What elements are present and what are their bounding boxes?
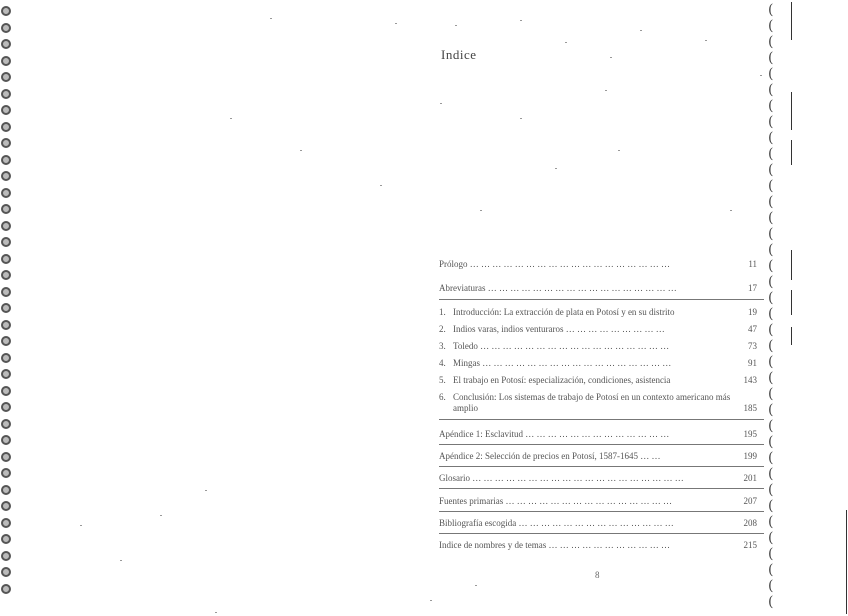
edge-line — [791, 140, 792, 165]
edge-hook-mark: ( — [768, 338, 774, 354]
toc-entry: Abreviaturas … … … … … … … … … … … … … … … … … 17 — [439, 283, 757, 293]
toc-entry-label: Indice de nombres y de temas — [439, 540, 547, 550]
page-folio: 8 — [595, 570, 600, 580]
binding-ring — [1, 270, 11, 280]
edge-hook-mark: ( — [768, 194, 774, 210]
edge-hook-mark: ( — [768, 402, 774, 418]
binding-ring — [1, 419, 11, 429]
binding-ring — [1, 320, 11, 330]
edge-hook-mark: ( — [768, 370, 774, 386]
binding-ring — [1, 155, 11, 165]
toc-entry-page: 201 — [743, 473, 757, 483]
binding-ring — [1, 204, 11, 214]
binding-ring — [1, 336, 11, 346]
toc-entry-number: 4. — [439, 358, 446, 368]
binding-ring — [1, 501, 11, 511]
binding-ring — [1, 56, 11, 66]
edge-line — [791, 290, 792, 315]
toc-entry-label: Toledo — [453, 341, 478, 351]
binding-ring — [1, 468, 11, 478]
scan-speck — [455, 25, 457, 26]
binding-ring — [1, 254, 11, 264]
toc-entry-label: Conclusión: Los sistemas de trabajo de Potosí en un contexto americano más amplio — [453, 392, 731, 413]
scan-speck — [610, 57, 612, 58]
toc-entry: Glosario … … … … … … … … … … … … … … … … … … … 201 — [439, 473, 757, 483]
edge-hook-mark: ( — [768, 546, 774, 562]
binding-ring — [1, 402, 11, 412]
binding-ring — [1, 369, 11, 379]
scan-speck — [565, 42, 567, 43]
toc-entry: Indice de nombres y de temas … … … … … … … … … … … 215 — [439, 540, 757, 550]
binding-ring — [1, 551, 11, 561]
toc-entry-page: 91 — [748, 358, 757, 368]
edge-hook-mark: ( — [768, 114, 774, 130]
divider — [439, 511, 764, 512]
scan-speck — [120, 560, 122, 561]
scan-speck — [605, 90, 607, 91]
edge-hook-mark: ( — [768, 242, 774, 258]
edge-hook-mark: ( — [768, 306, 774, 322]
binding-ring — [1, 567, 11, 577]
edge-hook-mark: ( — [768, 274, 774, 290]
toc-entry: Prólogo … … … … … … … … … … … … … … … … … … 11 — [439, 259, 757, 269]
toc-entry: 4. Mingas … … … … … … … … … … … … … … … … … 91 — [439, 358, 757, 368]
binding-ring — [1, 23, 11, 33]
edge-line — [846, 510, 847, 614]
edge-hook-mark: ( — [768, 434, 774, 450]
scan-speck — [730, 210, 732, 211]
edge-hook-mark: ( — [768, 498, 774, 514]
edge-hook-mark: ( — [768, 594, 774, 610]
toc-entry: Apéndice 2: Selección de precios en Potosí, 1587-1645 … … 199 — [439, 451, 757, 461]
toc-entry-label: Abreviaturas — [439, 283, 486, 293]
scan-speck — [160, 515, 162, 516]
edge-hook-mark: ( — [768, 450, 774, 466]
edge-hook-mark: ( — [768, 578, 774, 594]
toc-entry-label: El trabajo en Potosí: especialización, condiciones, asistencia — [453, 375, 671, 385]
toc-entry-label: Apéndice 1: Esclavitud — [439, 429, 523, 439]
toc-entry-label: Glosario — [439, 473, 470, 483]
scan-speck — [440, 103, 442, 104]
binding-ring — [1, 39, 11, 49]
toc-entry — [439, 375, 769, 386]
binding-ring — [1, 171, 11, 181]
toc-entry-page: 11 — [748, 259, 757, 269]
scan-speck — [520, 118, 522, 119]
divider — [439, 444, 764, 445]
edge-line — [791, 92, 792, 130]
binding-ring — [1, 303, 11, 313]
scan-speck — [618, 150, 620, 151]
edge-hook-mark: ( — [768, 290, 774, 306]
edge-hook-mark: ( — [768, 130, 774, 146]
toc-entry-page: 73 — [748, 341, 757, 351]
toc-entry-page: 215 — [743, 540, 757, 550]
edge-hook-mark: ( — [768, 34, 774, 50]
toc-entry-page: 47 — [748, 324, 757, 334]
edge-hook-mark: ( — [768, 210, 774, 226]
scan-speck — [640, 30, 642, 31]
divider — [439, 533, 764, 534]
edge-hook-mark: ( — [768, 226, 774, 242]
scan-speck — [520, 20, 522, 21]
edge-hook-mark: ( — [768, 82, 774, 98]
toc-entry-number: 3. — [439, 341, 446, 351]
scan-speck — [205, 490, 207, 491]
scan-speck — [230, 118, 232, 119]
scan-speck — [395, 23, 397, 24]
edge-hook-mark: ( — [768, 98, 774, 114]
edge-hook-mark: ( — [768, 322, 774, 338]
scan-speck — [760, 75, 762, 76]
edge-line — [791, 327, 792, 345]
toc-entry-number: 1. — [439, 307, 446, 317]
scan-speck — [380, 185, 382, 186]
edge-hook-mark: ( — [768, 2, 774, 18]
edge-hook-mark: ( — [768, 258, 774, 274]
toc-entry-page: 199 — [743, 451, 757, 461]
toc-entry — [439, 307, 769, 318]
scan-speck — [215, 612, 217, 613]
binding-ring — [1, 287, 11, 297]
edge-hook-mark: ( — [768, 386, 774, 402]
divider — [439, 419, 764, 420]
binding-ring — [1, 485, 11, 495]
edge-hook-mark: ( — [768, 50, 774, 66]
toc-entry-number: 5. — [439, 375, 446, 385]
edge-line — [791, 250, 792, 280]
edge-hook-mark: ( — [768, 482, 774, 498]
scan-speck — [300, 150, 302, 151]
toc-entry: 3. Toledo … … … … … … … … … … … … … … … … … 73 — [439, 341, 757, 351]
toc-entry-number: 2. — [439, 324, 446, 334]
binding-ring — [1, 89, 11, 99]
toc-entry: 2. Indios varas, indios venturaros … … … … … … … … … 47 — [439, 324, 757, 334]
edge-hook-mark: ( — [768, 146, 774, 162]
page-title: Indice — [441, 47, 477, 62]
toc-entry: Fuentes primarias … … … … … … … … … … … … … … … 207 — [439, 496, 757, 506]
toc-entry-label: Mingas — [453, 358, 480, 368]
binding-ring — [1, 72, 11, 82]
toc-entry-page: 185 — [743, 403, 757, 413]
edge-hook-mark: ( — [768, 18, 774, 34]
page-edge-marks — [768, 0, 788, 616]
binding-ring — [1, 138, 11, 148]
binding-ring — [1, 435, 11, 445]
scan-speck — [475, 585, 477, 586]
edge-hook-mark: ( — [768, 514, 774, 530]
toc-entry-page: 207 — [743, 496, 757, 506]
toc-entry-page: 195 — [743, 429, 757, 439]
toc-entry-page: 19 — [748, 307, 757, 317]
scan-speck — [705, 40, 707, 41]
scan-speck — [80, 525, 82, 526]
edge-hook-mark: ( — [768, 530, 774, 546]
toc-entry-page: 17 — [748, 283, 757, 293]
binding-ring — [1, 534, 11, 544]
edge-hook-mark: ( — [768, 162, 774, 178]
toc-entry-label: Bibliografía escogida — [439, 518, 517, 528]
toc-entry-label: Introducción: La extracción de plata en Potosí y en su distrito — [453, 307, 675, 317]
toc-entry-number: 6. — [439, 392, 446, 402]
toc-entry: Apéndice 1: Esclavitud … … … … … … … … … … … … … 195 — [439, 429, 757, 439]
binding-ring — [1, 105, 11, 115]
toc-entry: Bibliografía escogida … … … … … … … … … … … … … … 208 — [439, 518, 757, 528]
edge-hook-mark: ( — [768, 562, 774, 578]
edge-hook-mark: ( — [768, 466, 774, 482]
toc-entry — [439, 392, 769, 414]
edge-hook-mark: ( — [768, 418, 774, 434]
edge-line — [791, 2, 792, 40]
toc-entry-label: Prólogo — [439, 259, 468, 269]
edge-hook-mark: ( — [768, 66, 774, 82]
binding-ring — [1, 452, 11, 462]
toc-entry-page: 208 — [743, 518, 757, 528]
binding-ring — [1, 188, 11, 198]
binding-ring — [1, 584, 11, 594]
toc-entry-label: Indios varas, indios venturaros — [453, 324, 564, 334]
binding-ring — [1, 221, 11, 231]
scan-speck — [430, 600, 432, 601]
toc-entry-label: Apéndice 2: Selección de precios en Potosí, 1587-1645 — [439, 451, 638, 461]
spiral-binding — [0, 0, 16, 616]
scan-speck — [480, 210, 482, 211]
edge-hook-mark: ( — [768, 354, 774, 370]
binding-ring — [1, 518, 11, 528]
divider — [439, 299, 764, 300]
binding-ring — [1, 237, 11, 247]
toc-entry-page: 143 — [743, 375, 757, 385]
scan-speck — [555, 168, 557, 169]
toc-entry-label: Fuentes primarias — [439, 496, 504, 506]
binding-ring — [1, 386, 11, 396]
binding-ring — [1, 122, 11, 132]
binding-ring — [1, 6, 11, 16]
binding-ring — [1, 353, 11, 363]
divider — [439, 488, 764, 489]
scan-speck — [270, 18, 272, 19]
edge-hook-mark: ( — [768, 178, 774, 194]
divider — [439, 466, 764, 467]
